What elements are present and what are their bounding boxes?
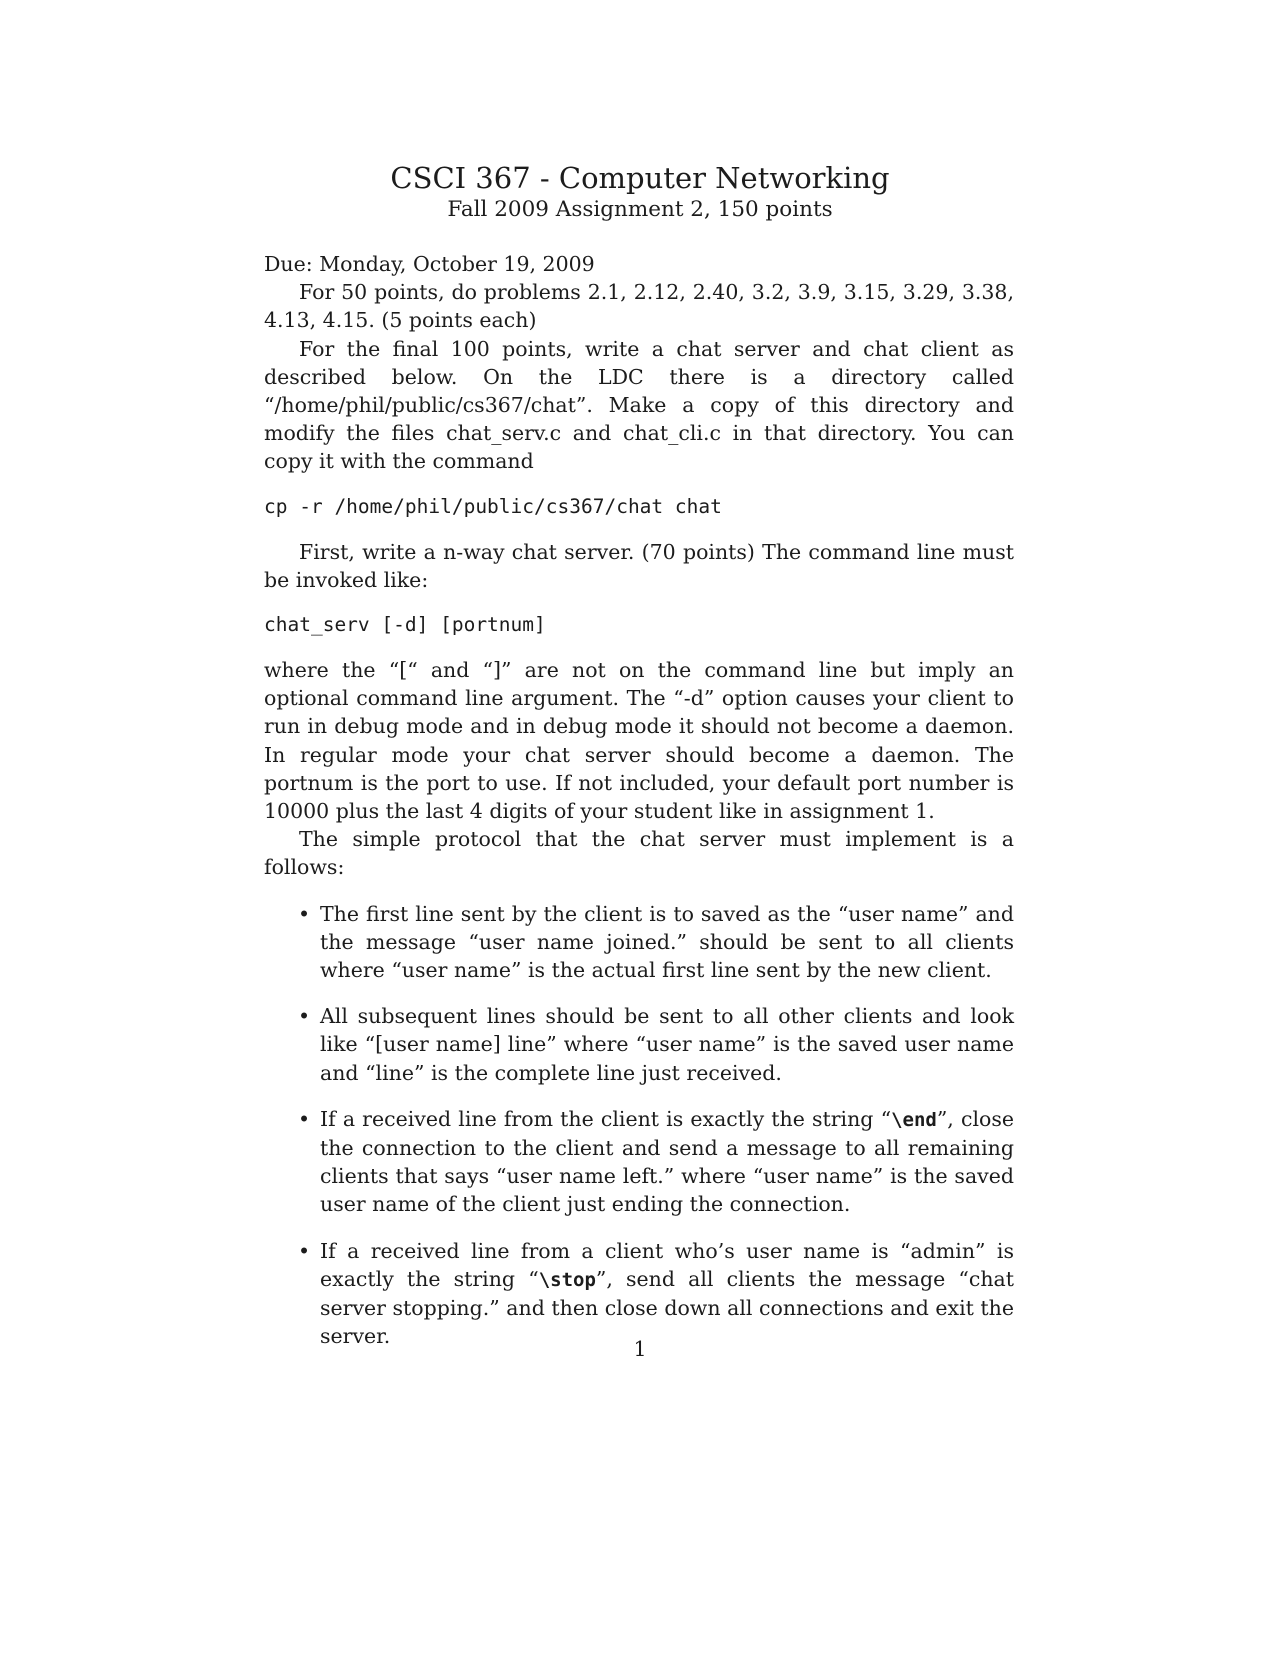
paragraph-chat-intro: For the final 100 points, write a chat server and chat client as described below. On the LDC there is a directory called “/home/phil/public/cs367/chat”. Make a copy of this directory and modify the files chat_serv.c and chat_cli.c in that directory. You can copy it with the command — [264, 336, 1014, 474]
page-number: 1 — [633, 1337, 647, 1361]
list-item-text: If a received line from a client who’s user name is “admin” is exactly the string “ — [320, 1238, 1014, 1291]
page-subtitle: Fall 2009 Assignment 2, 150 points — [447, 197, 833, 222]
bullet-icon: • — [298, 1004, 311, 1029]
bullet-icon: • — [298, 901, 311, 926]
paragraph-options: where the “[“ and “]” are not on the command line but imply an optional command line argument. The “-d” option causes your client to run in debug mode and in debug mode it should not become a daemon. In regular mode your chat server should become a daemon. The portnum is the port to use. If not included, your default port number is 10000 plus the last 4 digits of your student like in assignment 1. — [264, 658, 1014, 824]
paragraph-problems: For 50 points, do problems 2.1, 2.12, 2.40, 3.2, 3.9, 3.15, 3.29, 3.38, 4.13, 4.15. (5 points each) — [264, 280, 1014, 333]
bullet-icon: • — [298, 1238, 311, 1263]
document-body — [264, 250, 1014, 1369]
bullet-icon: • — [298, 1106, 311, 1131]
list-item — [298, 1105, 1014, 1219]
list-item-text: ”, close the connection to the client and send a message to all remaining clients that says “user name left.” where “user name” is the saved user name of the client just ending the connection. — [320, 1106, 1014, 1217]
inline-code: \end — [891, 1108, 937, 1131]
code-copy-command: cp -r /home/phil/public/cs367/chat chat — [264, 494, 722, 518]
list-item — [298, 1237, 1014, 1351]
list-item-text: All subsequent lines should be sent to all other clients and look like “[user name] line” where “user name” is the saved user name and “line” is the complete line just received. — [320, 1004, 1014, 1085]
list-item-text: ”, send all clients the message “chat server stopping.” and then close down all connections and exit the server. — [320, 1266, 1014, 1349]
protocol-list — [264, 900, 1014, 1351]
list-item — [298, 900, 1014, 985]
list-item — [298, 1002, 1014, 1087]
paragraph-protocol: The simple protocol that the chat server must implement is a follows: — [264, 827, 1014, 880]
paragraph-server-intro: First, write a n-way chat server. (70 points) The command line must be invoked like: — [264, 539, 1014, 592]
inline-code: \stop — [538, 1268, 596, 1291]
code-usage: chat_serv [-d] [portnum] — [264, 613, 546, 637]
list-item-text: The first line sent by the client is to saved as the “user name” and the message “user name joined.” should be sent to all clients where “user name” is the actual first line sent by the new client. — [320, 901, 1014, 983]
due-date: Due: Monday, October 19, 2009 — [264, 252, 595, 276]
list-item-text: If a received line from the client is exactly the string “ — [320, 1106, 892, 1131]
page-title: CSCI 367 - Computer Networking — [390, 161, 890, 195]
